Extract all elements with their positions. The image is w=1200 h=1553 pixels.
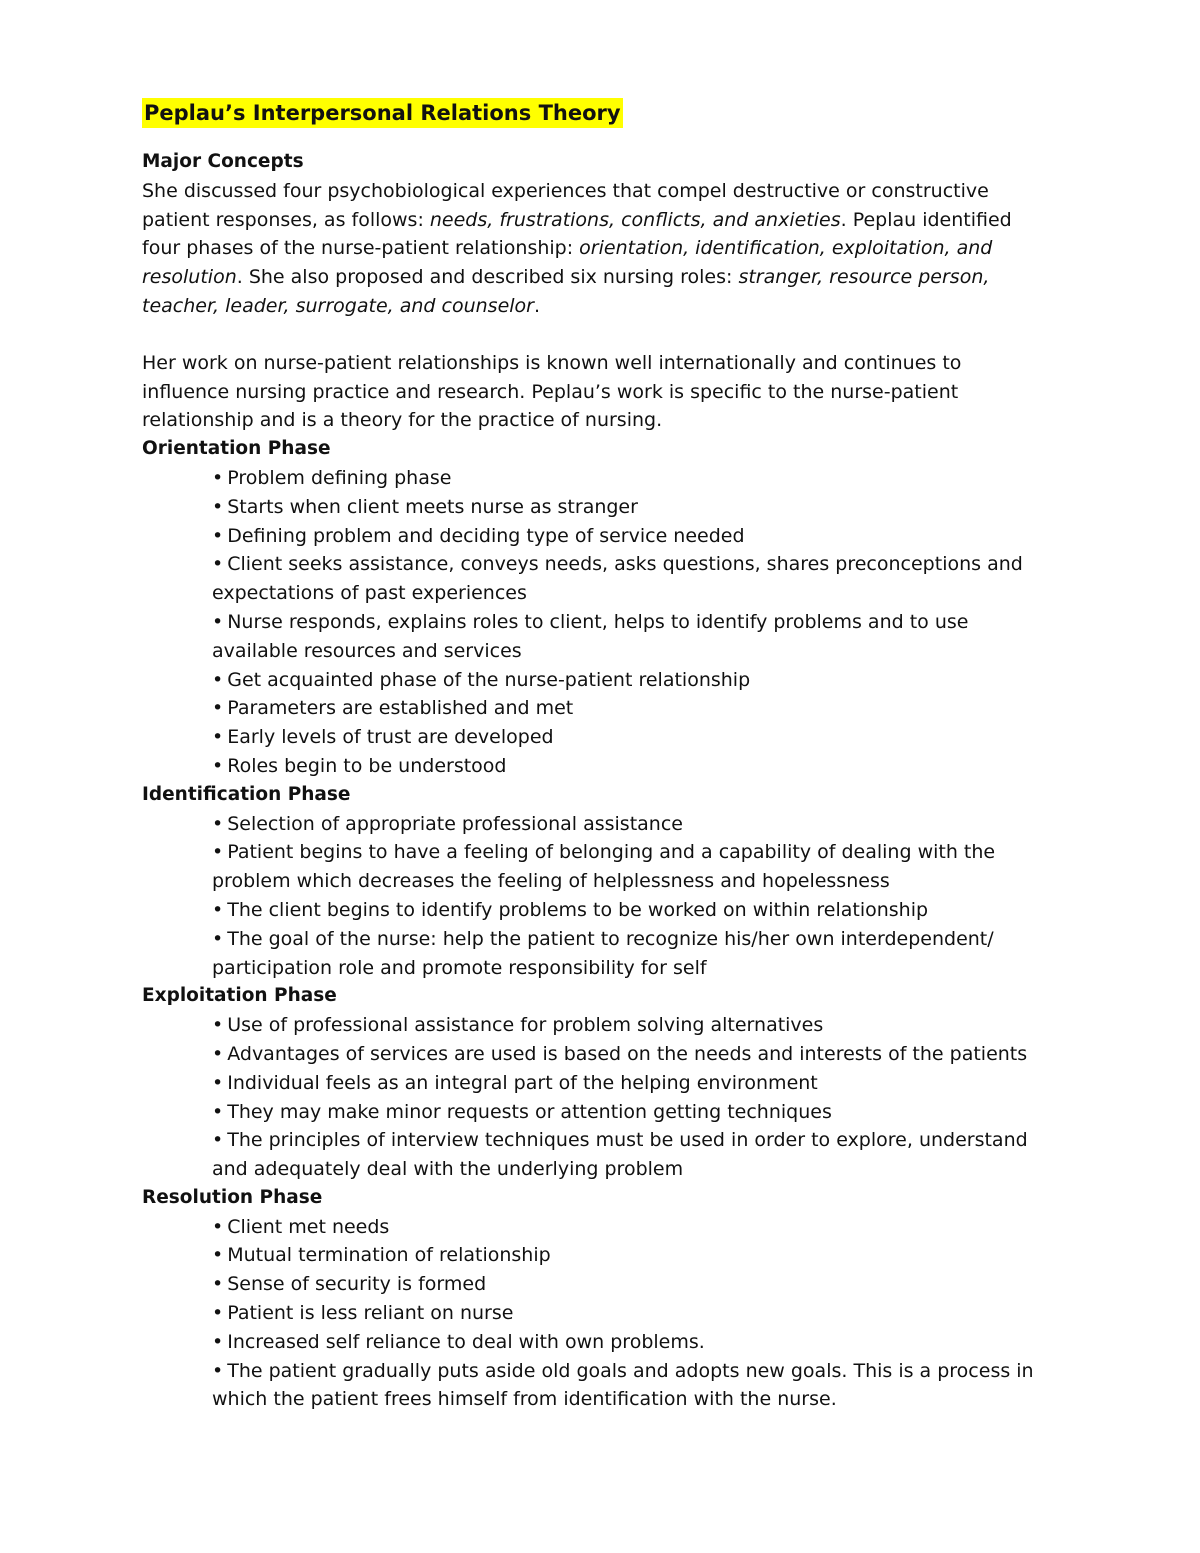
exploitation-phase-list: [142, 1011, 1042, 1184]
list-item-text: The patient gradually puts aside old goals and adopts new goals. This is a process in which the patient frees himself from identification with the nurse.: [212, 1359, 1034, 1411]
list-item-text: Early levels of trust are developed: [227, 726, 554, 749]
p1-text-b: . Peplau identified four phases of the nurse-patient relationship:: [142, 208, 1012, 260]
list-item-text: Get acquainted phase of the nurse-patient relationship: [227, 668, 751, 691]
list-item-text: Patient begins to have a feeling of belonging and a capability of dealing with the problem which decreases the feeling of helplessness and hopelessness: [212, 841, 996, 893]
bullet-icon: •: [212, 553, 224, 576]
list-item: [212, 1011, 1042, 1040]
bullet-icon: •: [212, 841, 224, 864]
list-item-text: Problem defining phase: [227, 466, 452, 489]
list-item: [212, 1126, 1042, 1184]
resolution-phase-heading: Resolution Phase: [142, 1186, 323, 1208]
list-item: [212, 464, 1042, 493]
p1-text-d: .: [533, 294, 541, 317]
major-concepts-paragraph: [142, 177, 1042, 321]
list-item: [212, 810, 1042, 839]
list-item-text: Selection of appropriate professional assistance: [227, 812, 683, 835]
influence-paragraph: Her work on nurse-patient relationships is known well internationally and continues to influence nursing practice and research. Peplau’s work is specific to the nurse-patient relationship and is a theory for the practice of nursing.: [142, 351, 962, 432]
list-item-text: Patient is less reliant on nurse: [227, 1302, 514, 1325]
list-item: [212, 1299, 1042, 1328]
list-item: [212, 723, 1042, 752]
bullet-icon: •: [212, 1302, 224, 1325]
bullet-icon: •: [212, 668, 224, 691]
list-item: [212, 522, 1042, 551]
phases-section: [142, 435, 1042, 1414]
bullet-icon: •: [212, 1273, 224, 1296]
bullet-icon: •: [212, 927, 224, 950]
paragraph-gap: [142, 321, 1042, 349]
list-item: [212, 1241, 1042, 1270]
list-item: [212, 493, 1042, 522]
identification-phase-heading: Identification Phase: [142, 783, 351, 805]
list-item: [212, 838, 1042, 896]
orientation-phase-list: [142, 464, 1042, 781]
p1-roles-italic: stranger, resource person, teacher, leader, surrogate, and counselor: [142, 266, 990, 317]
list-item: [212, 925, 1042, 983]
bullet-icon: •: [212, 1129, 224, 1152]
p1-needs-italic: needs, frustrations, conflicts, and anxieties: [429, 208, 841, 231]
list-item-text: Client seeks assistance, conveys needs, asks questions, shares preconceptions and expectations of past experiences: [212, 553, 1023, 605]
bullet-icon: •: [212, 1359, 224, 1382]
exploitation-phase-heading: Exploitation Phase: [142, 985, 337, 1007]
list-item-text: Increased self reliance to deal with own problems.: [227, 1330, 705, 1353]
list-item: [212, 1270, 1042, 1299]
bullet-icon: •: [212, 754, 224, 777]
list-item: [212, 608, 1042, 666]
list-item: [212, 550, 1042, 608]
resolution-phase-list: [142, 1213, 1042, 1415]
list-item-text: Client met needs: [227, 1215, 390, 1238]
list-item-text: Sense of security is formed: [227, 1273, 487, 1296]
list-item: [212, 1098, 1042, 1127]
major-concepts-heading: Major Concepts: [142, 151, 304, 172]
bullet-icon: •: [212, 524, 224, 547]
p1-phases-italic: orientation, identification, exploitation, and resolution: [142, 237, 993, 289]
list-item-text: The principles of interview techniques must be used in order to explore, understand and adequately deal with the underlying problem: [212, 1129, 1028, 1181]
bullet-icon: •: [212, 1330, 224, 1353]
list-item: [212, 694, 1042, 723]
p1-text-a: She discussed four psychobiological experiences that compel destructive or constructive patient responses, as follows:: [142, 179, 989, 231]
bullet-icon: •: [212, 1100, 224, 1123]
list-item: [212, 1069, 1042, 1098]
bullet-icon: •: [212, 466, 224, 489]
bullet-icon: •: [212, 898, 224, 921]
title-line: [142, 98, 1042, 132]
list-item-text: They may make minor requests or attention getting techniques: [227, 1100, 832, 1123]
list-item-text: Starts when client meets nurse as stranger: [227, 495, 638, 518]
orientation-phase-heading: Orientation Phase: [142, 438, 331, 460]
bullet-icon: •: [212, 610, 224, 633]
p1-text-c: . She also proposed and described six nursing roles:: [236, 266, 739, 289]
bullet-icon: •: [212, 697, 224, 720]
list-item-text: Nurse responds, explains roles to client, helps to identify problems and to use available resources and services: [212, 610, 969, 662]
list-item: [212, 1357, 1042, 1415]
bullet-icon: •: [212, 1071, 224, 1094]
list-item-text: Individual feels as an integral part of the helping environment: [227, 1071, 818, 1094]
list-item: [212, 752, 1042, 781]
bullet-icon: •: [212, 1014, 224, 1037]
list-item-text: Parameters are established and met: [227, 697, 574, 720]
identification-phase-list: [142, 810, 1042, 983]
bullet-icon: •: [212, 495, 224, 518]
list-item-text: Mutual termination of relationship: [227, 1244, 551, 1267]
list-item: [212, 1040, 1042, 1069]
document-page: [142, 98, 1042, 1414]
list-item-text: Advantages of services are used is based on the needs and interests of the patients: [227, 1042, 1028, 1065]
bullet-icon: •: [212, 726, 224, 749]
bullet-icon: •: [212, 1244, 224, 1267]
list-item-text: Defining problem and deciding type of service needed: [227, 524, 745, 547]
list-item: [212, 1213, 1042, 1242]
list-item-text: Roles begin to be understood: [227, 754, 507, 777]
list-item: [212, 1328, 1042, 1357]
bullet-icon: •: [212, 1215, 224, 1238]
bullet-icon: •: [212, 1042, 224, 1065]
list-item-text: The goal of the nurse: help the patient to recognize his/her own interdependent/ participation role and promote responsibility for self: [212, 927, 994, 979]
list-item: [212, 896, 1042, 925]
document-title: Peplau’s Interpersonal Relations Theory: [142, 98, 623, 128]
bullet-icon: •: [212, 812, 224, 835]
list-item-text: Use of professional assistance for problem solving alternatives: [227, 1014, 824, 1037]
list-item: [212, 666, 1042, 695]
list-item-text: The client begins to identify problems to be worked on within relationship: [227, 898, 929, 921]
